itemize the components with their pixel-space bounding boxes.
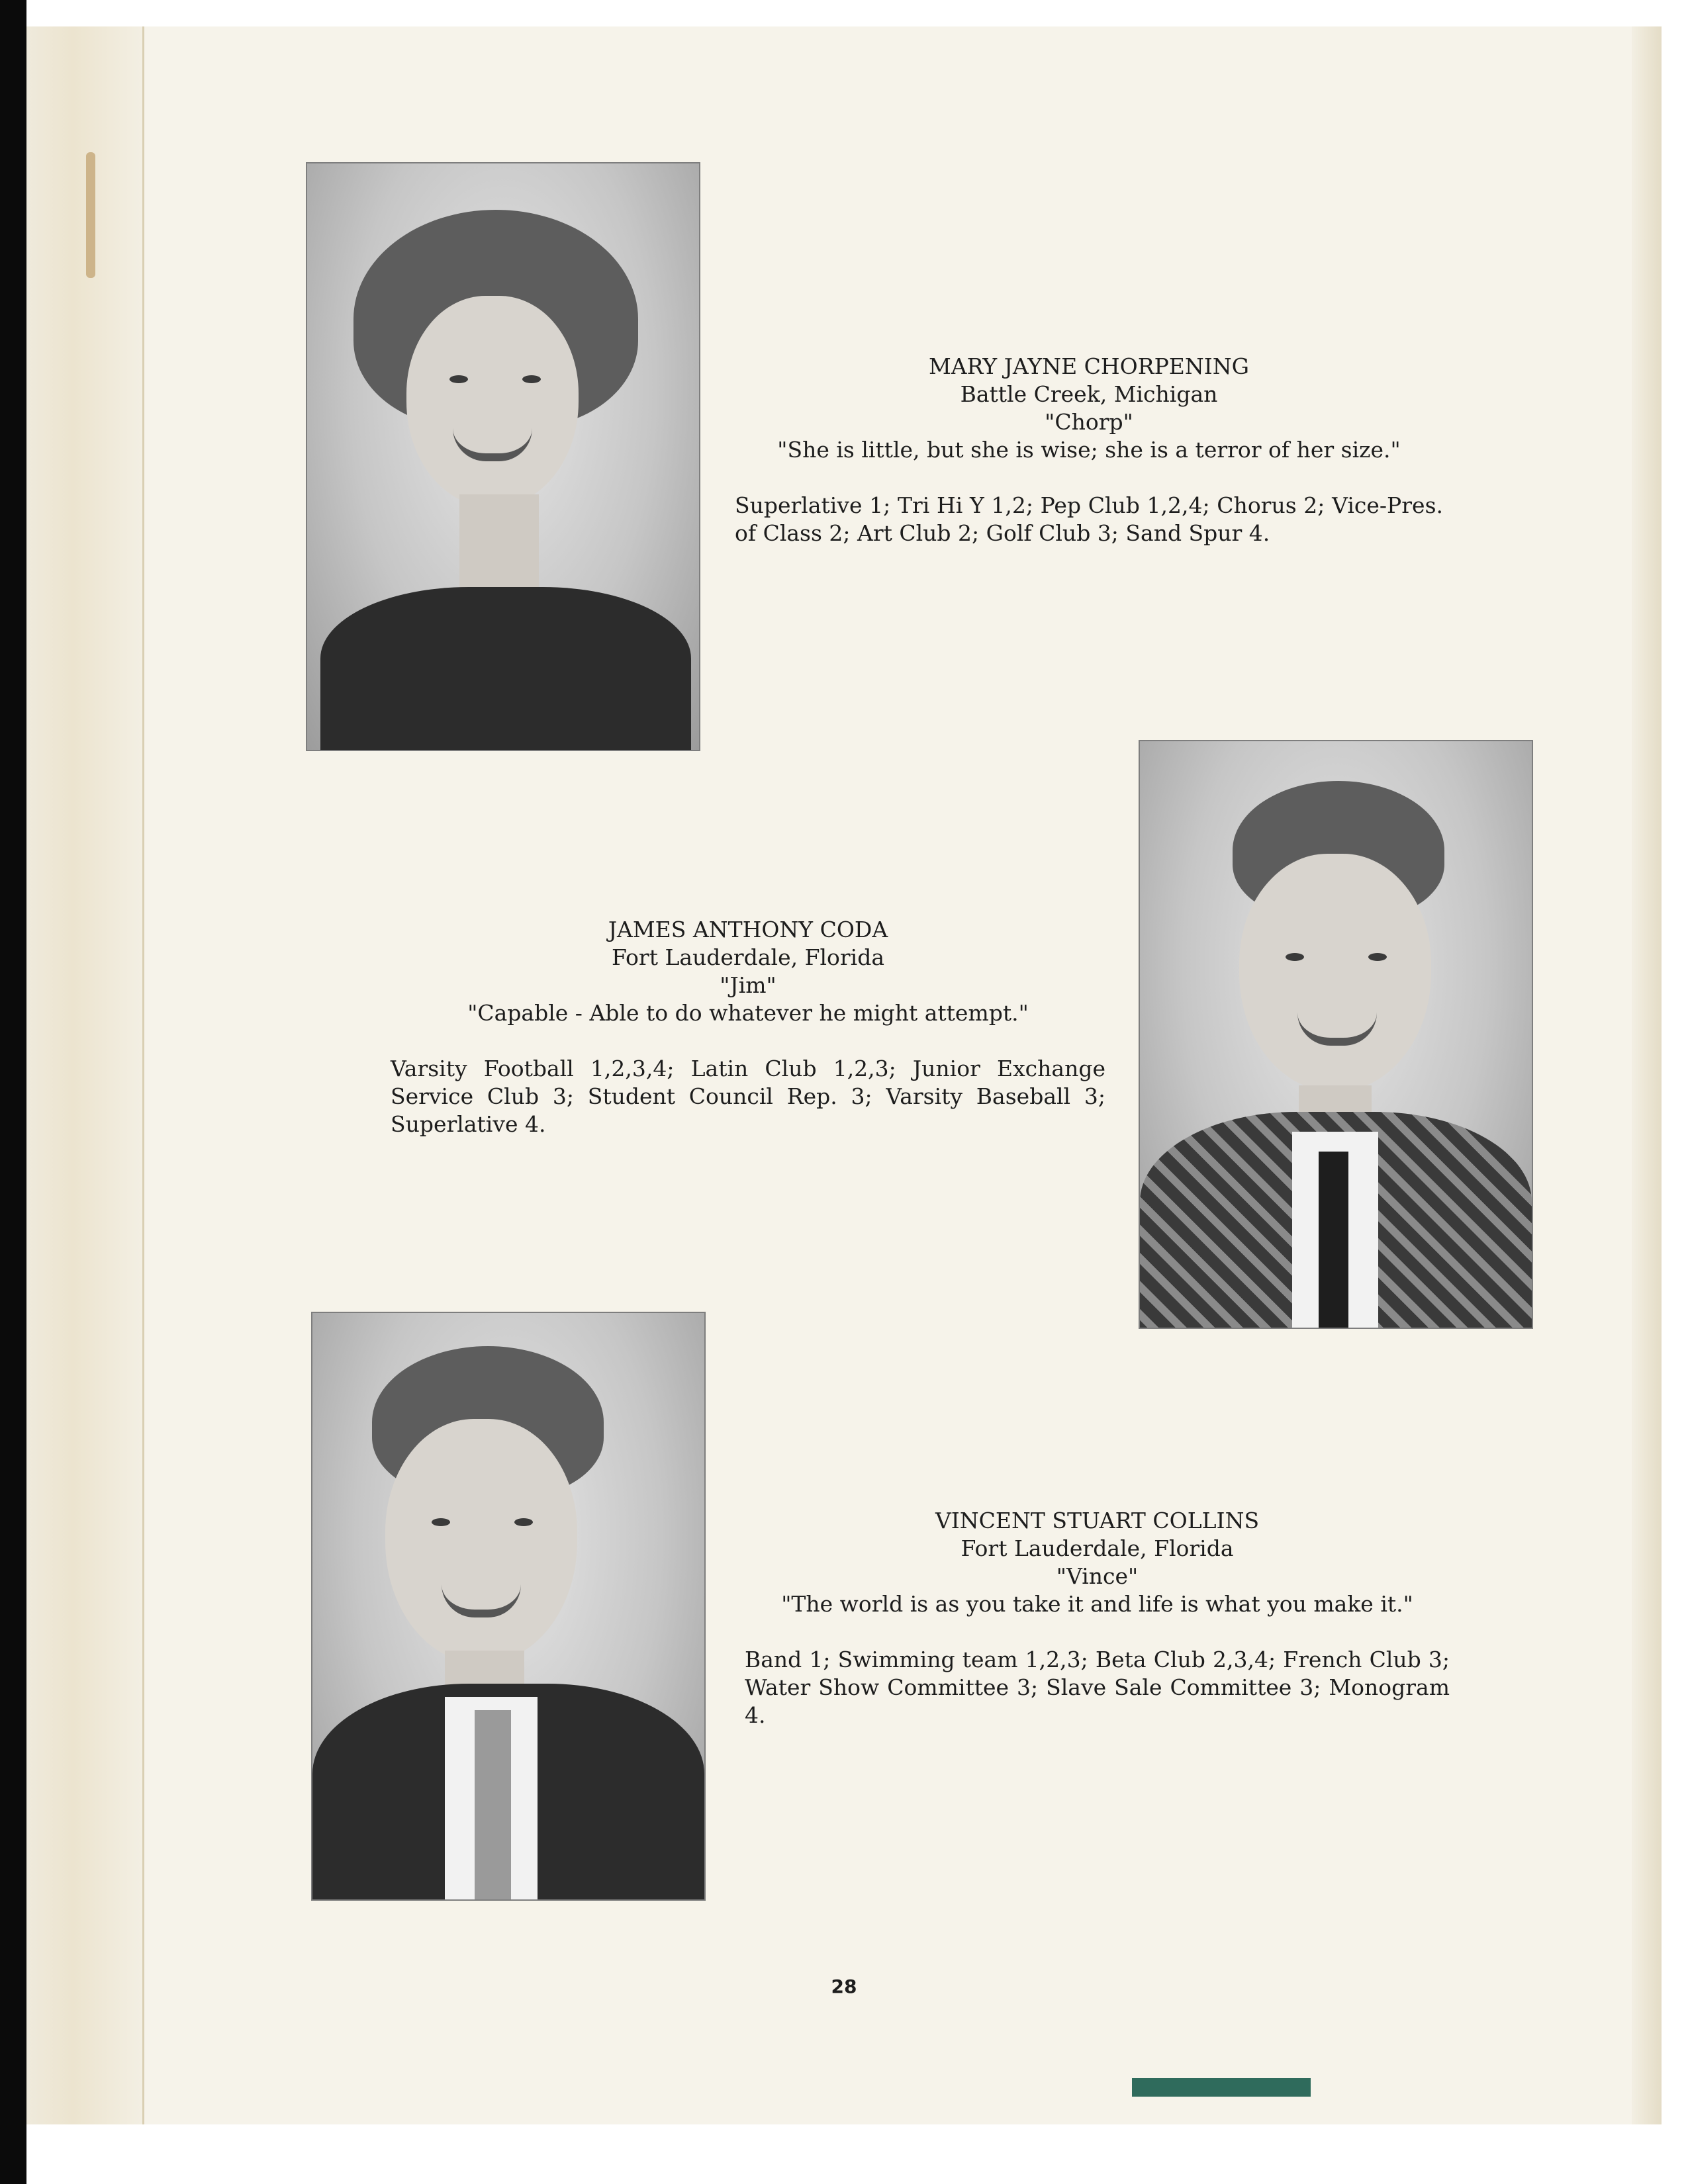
student-entry-chorpening [735, 353, 1443, 547]
student-portrait-chorpening [306, 162, 700, 751]
student-portrait-collins [311, 1312, 706, 1901]
student-hometown: Fort Lauderdale, Florida [961, 1535, 1234, 1561]
student-name: MARY JAYNE CHORPENING [928, 353, 1250, 379]
student-hometown: Fort Lauderdale, Florida [611, 944, 885, 970]
student-activities: Band 1; Swimming team 1,2,3; Beta Club 2,3,4; French Club 3; Water Show Committee 3; Slave Sale Committee 3; Monogram 4. [745, 1647, 1450, 1728]
student-entry-coda [391, 916, 1105, 1138]
cover-tab [1132, 2078, 1311, 2097]
student-quote: "She is little, but she is wise; she is a terror of her size." [777, 437, 1401, 463]
student-portrait-coda [1139, 740, 1533, 1329]
student-nickname: "Vince" [1056, 1563, 1139, 1589]
student-entry-collins [745, 1507, 1450, 1729]
student-name: VINCENT STUART COLLINS [935, 1508, 1260, 1533]
binding-stain [86, 152, 95, 278]
page-number: 28 [831, 1976, 857, 1997]
student-hometown: Battle Creek, Michigan [960, 381, 1218, 407]
page-binding [26, 26, 144, 2124]
scan-border [0, 0, 26, 2184]
student-nickname: "Jim" [720, 972, 776, 998]
student-activities: Superlative 1; Tri Hi Y 1,2; Pep Club 1,2,4; Chorus 2; Vice-Pres. of Class 2; Art Club 2; Golf Club 3; Sand Spur 4. [735, 492, 1443, 546]
student-quote: "The world is as you take it and life is what you make it." [781, 1591, 1413, 1617]
student-quote: "Capable - Able to do whatever he might attempt." [467, 1000, 1029, 1026]
student-activities: Varsity Football 1,2,3,4; Latin Club 1,2,3; Junior Exchange Service Club 3; Student Council Rep. 3; Varsity Baseball 3; Superlative 4. [391, 1056, 1105, 1137]
student-nickname: "Chorp" [1045, 409, 1133, 435]
page-edge [1632, 26, 1662, 2124]
student-name: JAMES ANTHONY CODA [608, 917, 888, 942]
